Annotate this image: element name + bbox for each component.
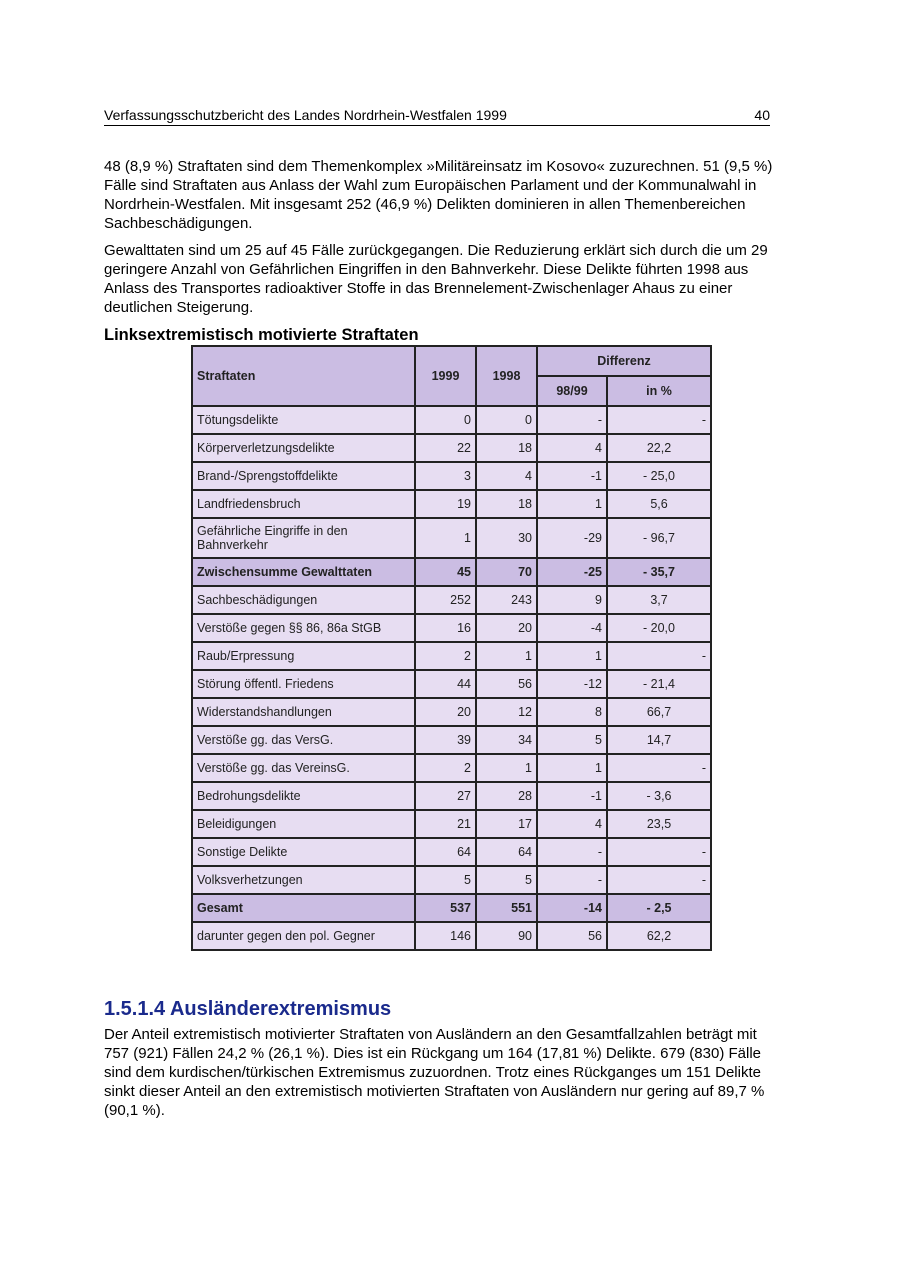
value-1999: 22 [415, 434, 476, 462]
table-row [192, 642, 711, 670]
table-row [192, 782, 711, 810]
table-row [192, 406, 711, 434]
value-diff: 1 [537, 754, 607, 782]
value-pct: - 3,6 [607, 782, 711, 810]
value-1998: 243 [476, 586, 537, 614]
value-pct: 5,6 [607, 490, 711, 518]
value-1999: 44 [415, 670, 476, 698]
row-label: Zwischensumme Gewalttaten [192, 558, 415, 586]
table-row [192, 490, 711, 518]
value-1998: 551 [476, 894, 537, 922]
value-pct: - [607, 754, 711, 782]
value-diff: -29 [537, 518, 607, 558]
table-row [192, 434, 711, 462]
value-diff: 9 [537, 586, 607, 614]
col-header-1999: 1999 [415, 346, 476, 406]
table-row [192, 810, 711, 838]
value-1999: 3 [415, 462, 476, 490]
value-pct: - 96,7 [607, 518, 711, 558]
col-header-diff-abs: 98/99 [537, 376, 607, 406]
value-1998: 28 [476, 782, 537, 810]
value-1999: 45 [415, 558, 476, 586]
value-pct: - 25,0 [607, 462, 711, 490]
value-diff: 56 [537, 922, 607, 950]
value-pct: - 21,4 [607, 670, 711, 698]
value-1999: 27 [415, 782, 476, 810]
row-label: Körperverletzungsdelikte [192, 434, 415, 462]
value-pct: 23,5 [607, 810, 711, 838]
value-diff: 8 [537, 698, 607, 726]
value-1998: 1 [476, 754, 537, 782]
value-diff: -25 [537, 558, 607, 586]
value-1998: 12 [476, 698, 537, 726]
table-row [192, 754, 711, 782]
table-row [192, 670, 711, 698]
value-1999: 252 [415, 586, 476, 614]
value-1998: 90 [476, 922, 537, 950]
value-1998: 64 [476, 838, 537, 866]
row-label: Tötungsdelikte [192, 406, 415, 434]
value-pct: - [607, 866, 711, 894]
value-1999: 2 [415, 754, 476, 782]
value-diff: 4 [537, 810, 607, 838]
section-heading: 1.5.1.4 Ausländerextremismus [104, 998, 392, 1020]
value-pct: - [607, 406, 711, 434]
value-1999: 146 [415, 922, 476, 950]
row-label: Brand-/Sprengstoffdelikte [192, 462, 415, 490]
table-row [192, 726, 711, 754]
value-pct: - 2,5 [607, 894, 711, 922]
table-row [192, 698, 711, 726]
table-row [192, 614, 711, 642]
value-1998: 34 [476, 726, 537, 754]
value-1999: 19 [415, 490, 476, 518]
value-pct: 22,2 [607, 434, 711, 462]
table-heading: Linksextremistisch motivierte Straftaten [104, 326, 419, 344]
value-1998: 30 [476, 518, 537, 558]
value-pct: - [607, 642, 711, 670]
value-diff: -4 [537, 614, 607, 642]
value-1998: 0 [476, 406, 537, 434]
value-diff: -14 [537, 894, 607, 922]
value-1998: 18 [476, 434, 537, 462]
value-diff: 1 [537, 490, 607, 518]
value-diff: - [537, 838, 607, 866]
row-label: Gefährliche Eingriffe in den Bahnverkehr [192, 518, 415, 558]
row-label: Gesamt [192, 894, 415, 922]
row-label: Bedrohungsdelikte [192, 782, 415, 810]
value-pct: 62,2 [607, 922, 711, 950]
value-1999: 1 [415, 518, 476, 558]
value-1998: 20 [476, 614, 537, 642]
table-row [192, 866, 711, 894]
row-label: Sachbeschädigungen [192, 586, 415, 614]
value-diff: -12 [537, 670, 607, 698]
table-row [192, 462, 711, 490]
row-label: Sonstige Delikte [192, 838, 415, 866]
value-diff: - [537, 866, 607, 894]
statistics-table [191, 345, 712, 951]
row-label: Volksverhetzungen [192, 866, 415, 894]
row-label: Widerstandshandlungen [192, 698, 415, 726]
row-label: Verstöße gg. das VersG. [192, 726, 415, 754]
value-pct: - [607, 838, 711, 866]
page-header [104, 106, 770, 126]
value-diff: 4 [537, 434, 607, 462]
value-1999: 2 [415, 642, 476, 670]
value-1998: 70 [476, 558, 537, 586]
paragraph-3: Der Anteil extremistisch motivierter Straftaten von Ausländern an den Gesamtfallzahlen beträgt mit 757 (921) Fällen 24,2 % (26,1 %). Dies ist ein Rückgang um 164 (17,81 %) Delikte. 679 (830) Fälle sind dem kurdischen/türkischen Extremismus zuzuordnen. Trotz eines Rückganges um 151 Delikte sinkt dieser Anteil an den extremistisch motivierten Straftaten von Ausländern nur gering auf 89,7 % (90,1 %). [104, 1026, 765, 1119]
row-label: Landfriedensbruch [192, 490, 415, 518]
col-header-1998: 1998 [476, 346, 537, 406]
value-1999: 0 [415, 406, 476, 434]
row-label: darunter gegen den pol. Gegner [192, 922, 415, 950]
paragraph-1: 48 (8,9 %) Straftaten sind dem Themenkomplex »Militäreinsatz im Kosovo« zuzurechnen. 51 (9,5 %) Fälle sind Straftaten aus Anlass der Wahl zum Europäischen Parlament und der Kommunalwahl in Nordrhein-Westfalen. Mit insgesamt 252 (46,9 %) Delikten dominieren in allen Themenbereichen Sachbeschädigungen. [104, 158, 773, 232]
value-diff: -1 [537, 462, 607, 490]
table-row [192, 922, 711, 950]
value-pct: 3,7 [607, 586, 711, 614]
page-number: 40 [754, 107, 770, 123]
value-diff: 5 [537, 726, 607, 754]
col-header-differenz: Differenz [537, 346, 711, 376]
col-header-diff-pct: in % [607, 376, 711, 406]
row-label: Raub/Erpressung [192, 642, 415, 670]
value-1998: 1 [476, 642, 537, 670]
value-pct: - 35,7 [607, 558, 711, 586]
row-label: Verstöße gg. das VereinsG. [192, 754, 415, 782]
table-row-subtotal [192, 558, 711, 586]
value-1998: 18 [476, 490, 537, 518]
value-diff: 1 [537, 642, 607, 670]
col-header-straftaten: Straftaten [192, 346, 415, 406]
value-1999: 20 [415, 698, 476, 726]
value-1999: 21 [415, 810, 476, 838]
table-row [192, 586, 711, 614]
table-row-total [192, 894, 711, 922]
value-1999: 16 [415, 614, 476, 642]
value-1998: 4 [476, 462, 537, 490]
row-label: Beleidigungen [192, 810, 415, 838]
value-1999: 537 [415, 894, 476, 922]
value-pct: 14,7 [607, 726, 711, 754]
header-title: Verfassungsschutzbericht des Landes Nordrhein-Westfalen 1999 [104, 107, 507, 123]
paragraph-2: Gewalttaten sind um 25 auf 45 Fälle zurückgegangen. Die Reduzierung erklärt sich durch die um 29 geringere Anzahl von Gefährlichen Eingriffen in den Bahnverkehr. Diese Delikte führten 1998 aus Anlass des Transportes radioaktiver Stoffe in das Brennelement-Zwischenlager Ahaus zu einer deutlichen Steigerung. [104, 242, 768, 316]
value-pct: - 20,0 [607, 614, 711, 642]
row-label: Verstöße gegen §§ 86, 86a StGB [192, 614, 415, 642]
value-1999: 39 [415, 726, 476, 754]
value-1999: 5 [415, 866, 476, 894]
value-1999: 64 [415, 838, 476, 866]
value-diff: -1 [537, 782, 607, 810]
value-pct: 66,7 [607, 698, 711, 726]
value-1998: 17 [476, 810, 537, 838]
table-row [192, 518, 711, 558]
table-row [192, 838, 711, 866]
value-1998: 5 [476, 866, 537, 894]
value-1998: 56 [476, 670, 537, 698]
value-diff: - [537, 406, 607, 434]
row-label: Störung öffentl. Friedens [192, 670, 415, 698]
